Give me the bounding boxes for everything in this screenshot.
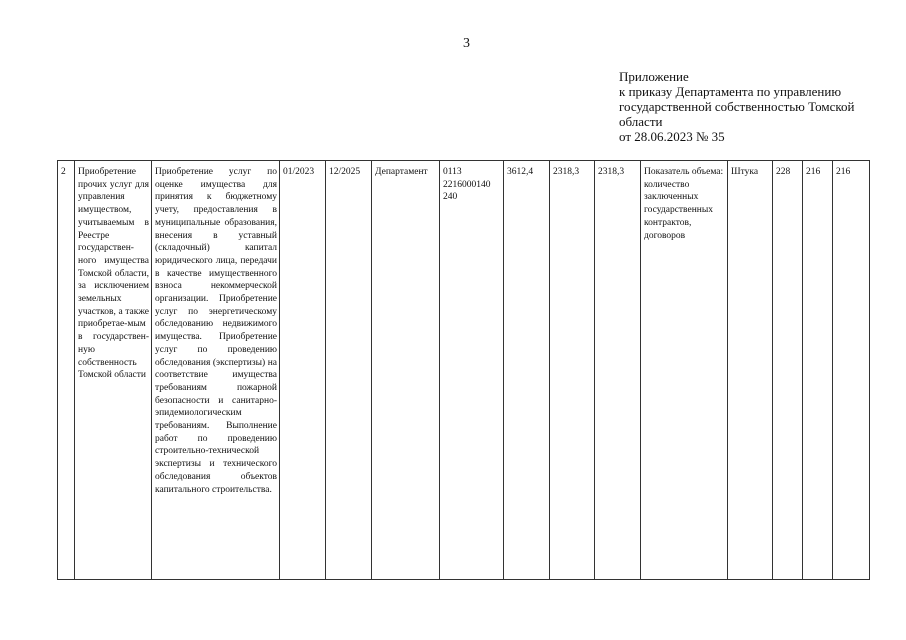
cell-value-1: 228	[773, 161, 803, 580]
table-row	[58, 161, 870, 580]
cell-number: 2	[58, 161, 75, 580]
kbk-line: 240	[443, 192, 458, 203]
cell-end-date: 12/2025	[326, 161, 372, 580]
cell-event-name: Приобретение прочих услуг для управления имуществом, учитываемым в Реестре государствен-ного имущества Томской области, за исключением земельных участков, а также приобретае-мым в государствен-ную собственность Томской области	[75, 161, 152, 580]
page-number: 3	[463, 36, 470, 51]
cell-description: Приобретение услуг по оценке имущества для принятия к бюджетному учету, предоставления в муниципальные образования, внесения в уставный (складочный) капитал юридического лица, передачи в качестве имущественного взноса некоммерческой организации. Приобретение услуг по энергетическому обследованию недвижимого имущества. Приобретение услуг по проведению обследования (экспертизы) на соответствие имущества требованиям пожарной безопасности и санитарно-эпидемиологическим требованиям. Выполнение работ по проведению строительно-технической экспертизы и технического обследования объектов капитального строительства.	[152, 161, 280, 580]
appendix-line: Приложение	[619, 69, 689, 84]
cell-unit: Штука	[728, 161, 773, 580]
cell-value-3: 216	[833, 161, 870, 580]
appendix-line: от 28.06.2023 № 35	[619, 129, 725, 144]
cell-sum-2: 2318,3	[550, 161, 595, 580]
cell-total: 3612,4	[504, 161, 550, 580]
appendix-line: государственной собственностью Томской	[619, 99, 855, 114]
cell-executor: Департамент	[372, 161, 440, 580]
appendix-line: к приказу Департамента по управлению	[619, 84, 842, 99]
appendix-header	[619, 69, 889, 144]
program-table	[57, 160, 870, 580]
kbk-line: 2216000140	[443, 179, 491, 190]
appendix-line: области	[619, 114, 663, 129]
cell-indicator: Показатель объема: количество заключенных государственных контрактов, договоров	[641, 161, 728, 580]
cell-value-2: 216	[803, 161, 833, 580]
cell-sum-3: 2318,3	[595, 161, 641, 580]
kbk-line: 0113	[443, 167, 462, 177]
cell-start-date: 01/2023	[280, 161, 326, 580]
cell-kbk	[440, 161, 504, 580]
